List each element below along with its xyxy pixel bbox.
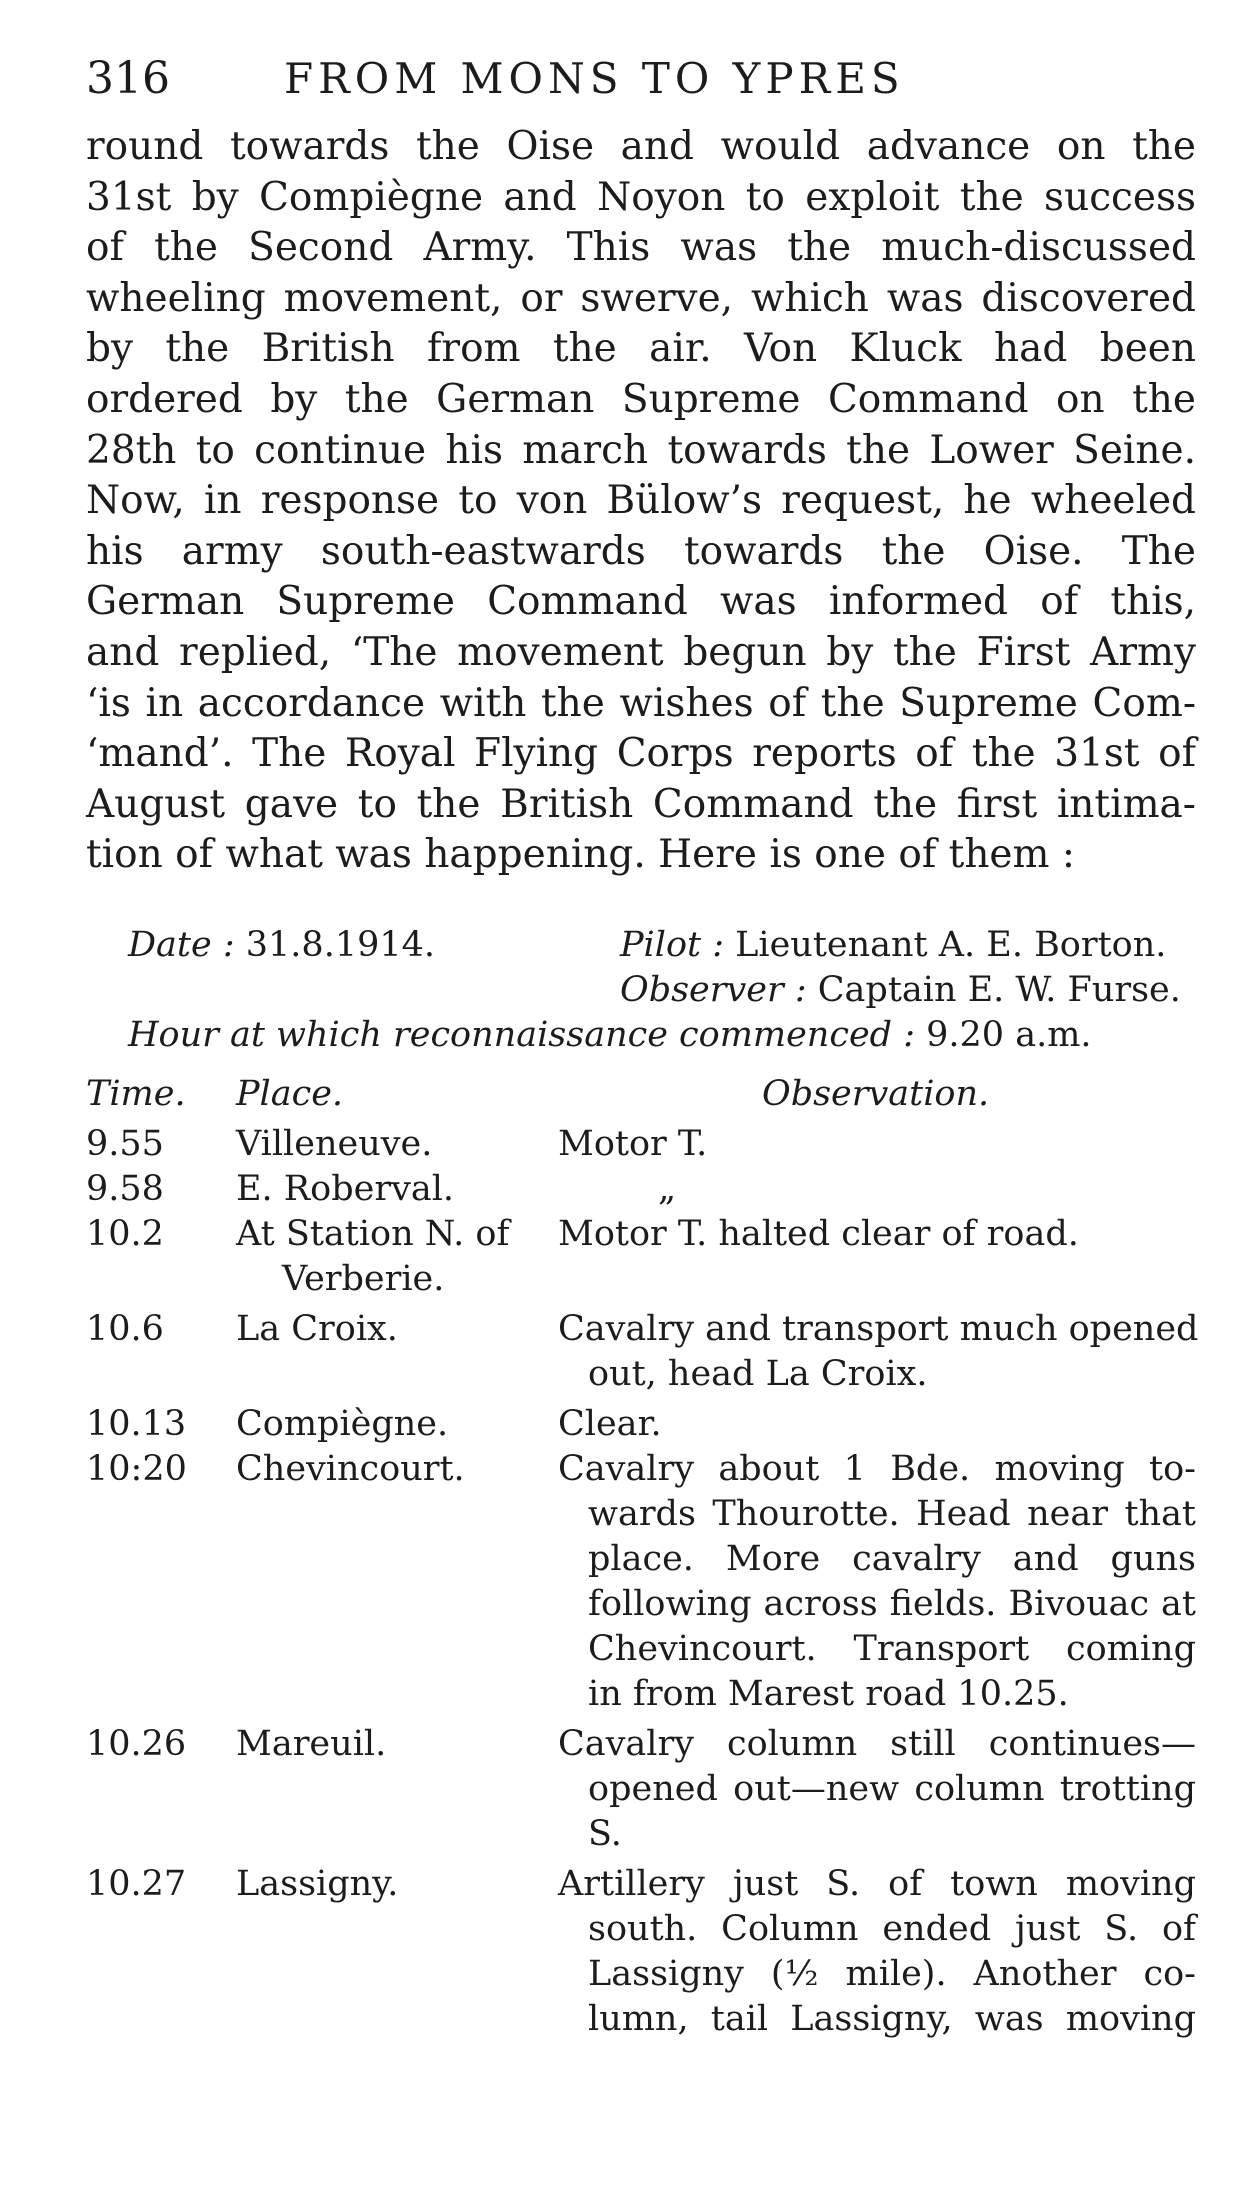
table-row [86, 1862, 1196, 2042]
observation-line: lumn, tail Lassigny, was moving [588, 1998, 1196, 2039]
observation-line: Motor T. [558, 1123, 708, 1164]
body-line: wheeling movement, or swerve, which was discovered [86, 275, 1196, 321]
body-line: his army south-eastwards towards the Oise. The [86, 528, 1196, 574]
report-hour [86, 1013, 1196, 1058]
table-row [86, 1722, 1196, 1857]
column-header-place: Place. [236, 1073, 344, 1114]
column-header-observation: Observation. [762, 1073, 990, 1114]
observation-line: in from Marest road 10.25. [588, 1673, 1069, 1714]
cell-observation [558, 1307, 1199, 1397]
body-line: round towards the Oise and would advance on the [86, 124, 1196, 169]
place-line: Mareuil. [236, 1723, 387, 1764]
hour-label: Hour at which reconnaissance commenced : [128, 1014, 915, 1055]
table-row [86, 1212, 1196, 1302]
cell-time: 10.13 [86, 1403, 187, 1444]
observation-line: following across fields. Bivouac at [588, 1583, 1196, 1624]
place-line: La Croix. [236, 1308, 398, 1349]
page-number: 316 [86, 53, 170, 104]
cell-time: 9.55 [86, 1123, 164, 1164]
body-line: 28th to continue his march towards the Lower Seine. [86, 427, 1196, 473]
body-line: August gave to the British Command the first intima- [86, 781, 1196, 827]
reconnaissance-report [86, 923, 1199, 2042]
cell-time: 10.6 [86, 1308, 164, 1349]
place-line: Lassigny. [236, 1863, 399, 1904]
table-row [86, 1122, 1196, 1167]
body-line: ‘is in accordance with the wishes of the Supreme Com- [86, 680, 1196, 726]
report-date [128, 923, 435, 968]
observation-line: place. More cavalry and guns [588, 1538, 1196, 1579]
pilot-label: Pilot : [620, 924, 724, 965]
report-observer-row [86, 968, 1196, 1013]
cell-observation [558, 1212, 1196, 1302]
body-line: German Supreme Command was informed of this, [86, 579, 1196, 625]
observation-line: Clear. [558, 1403, 662, 1444]
place-line: Chevincourt. [236, 1448, 465, 1489]
observation-line: wards Thourotte. Head near that [588, 1493, 1196, 1534]
observation-line: Cavalry about 1 Bde. moving to- [558, 1448, 1196, 1489]
observation-line: Cavalry column still continues— [558, 1723, 1196, 1764]
observation-line: out, head La Croix. [588, 1353, 928, 1394]
running-title: FROM MONS TO YPRES [284, 54, 905, 103]
cell-time: 10:20 [86, 1448, 187, 1489]
cell-observation [558, 1862, 1196, 2042]
place-line: Compiègne. [236, 1403, 449, 1444]
pilot-value: Lieutenant A. E. Borton. [735, 924, 1167, 965]
cell-place [236, 1862, 558, 2042]
cell-observation [558, 1167, 1196, 1212]
observation-line: Lassigny (½ mile). Another co- [588, 1953, 1196, 1994]
cell-observation [558, 1447, 1196, 1717]
table-header [86, 1072, 1196, 1122]
observer-value: Captain E. W. Furse. [817, 969, 1181, 1010]
cell-observation [558, 1402, 1196, 1447]
body-line: tion of what was happening. Here is one of them : [86, 832, 1076, 878]
place-line: At Station N. of [236, 1213, 510, 1254]
report-observer [620, 968, 1181, 1013]
place-line: Verberie. [282, 1258, 445, 1299]
body-line: ‘mand’. The Royal Flying Corps reports of the 31st of [86, 731, 1196, 777]
cell-place [236, 1122, 558, 1167]
body-line: Now, in response to von Bülow’s request, he wheeled [86, 478, 1196, 524]
place-line: E. Roberval. [236, 1168, 455, 1209]
observer-label: Observer : [620, 969, 807, 1010]
cell-place [236, 1307, 558, 1397]
date-value: 31.8.1914. [245, 924, 436, 965]
observation-line: Chevincourt. Transport coming [588, 1628, 1196, 1669]
body-line: ordered by the German Supreme Command on the [86, 376, 1196, 422]
column-header-time: Time. [86, 1073, 186, 1114]
body-line: of the Second Army. This was the much-discussed [86, 225, 1196, 271]
cell-place [236, 1402, 558, 1447]
table-row [86, 1307, 1199, 1397]
body-paragraph [86, 122, 1196, 881]
cell-observation [558, 1122, 1196, 1167]
page-header [86, 44, 1196, 114]
place-line: Villeneuve. [236, 1123, 433, 1164]
report-pilot [620, 923, 1166, 968]
observation-table [86, 1072, 1199, 2042]
cell-place [236, 1167, 558, 1212]
observation-line: opened out—new column trotting [588, 1768, 1196, 1809]
hour-value: 9.20 a.m. [926, 1014, 1092, 1055]
cell-place [236, 1447, 558, 1717]
report-meta [86, 923, 1196, 968]
ditto-mark: „ [658, 1168, 677, 1209]
observation-line: south. Column ended just S. of [588, 1908, 1196, 1949]
cell-time: 10.26 [86, 1723, 187, 1764]
book-page [86, 44, 1199, 2047]
body-line: 31st by Compiègne and Noyon to exploit the success [86, 174, 1196, 220]
cell-observation [558, 1722, 1196, 1857]
table-row [86, 1447, 1196, 1717]
table-row [86, 1167, 1196, 1212]
observation-line: Cavalry and transport much opened [558, 1308, 1199, 1349]
cell-time: 10.2 [86, 1213, 164, 1254]
cell-time: 9.58 [86, 1168, 164, 1209]
cell-place [236, 1212, 558, 1302]
body-line: by the British from the air. Von Kluck had been [86, 326, 1196, 372]
observation-line: S. [588, 1813, 622, 1854]
cell-place [236, 1722, 558, 1857]
cell-time: 10.27 [86, 1863, 187, 1904]
observation-line: Artillery just S. of town moving [558, 1863, 1196, 1904]
observation-line: Motor T. halted clear of road. [558, 1213, 1079, 1254]
body-line: and replied, ‘The movement begun by the First Army [86, 629, 1196, 675]
table-row [86, 1402, 1196, 1447]
date-label: Date : [128, 924, 235, 965]
